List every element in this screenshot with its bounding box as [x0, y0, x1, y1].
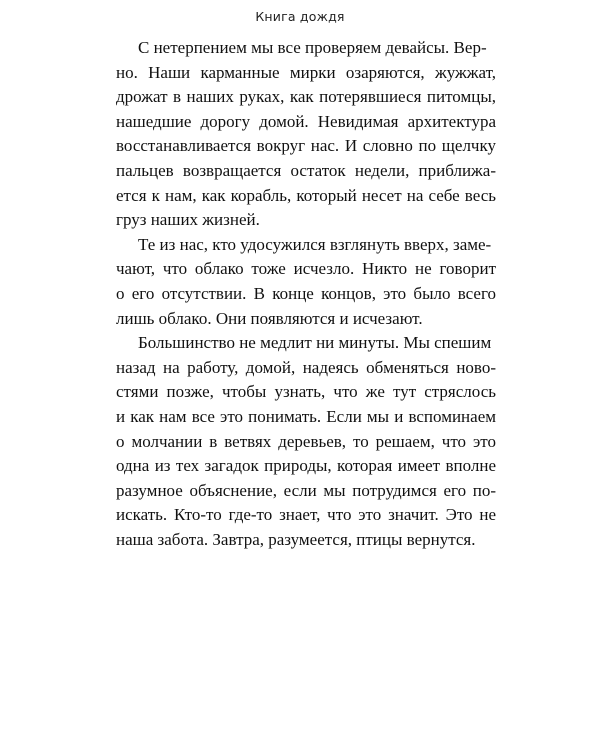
text-line: разумное объяснение, если мы потрудимся его по- — [116, 480, 496, 500]
text-line: одна из тех загадок природы, которая имеет вполне — [116, 456, 496, 476]
text-line: Те из нас, кто удосужился взглянуть вверх, заме- — [138, 234, 492, 254]
text-line: С нетерпением мы все проверяем девайсы. Вер- — [138, 38, 487, 57]
text-line: назад на работу, домой, надеясь обменяться ново- — [116, 357, 496, 377]
text-line: груз наших жизней. — [116, 210, 260, 230]
text-line: дрожат в наших руках, как потерявшиеся питомцы, — [116, 87, 496, 107]
text-line: стями позже, чтобы узнать, что же тут стряслось — [116, 382, 496, 402]
text-line: о его отсутствии. В конце концов, это было всего — [116, 283, 496, 303]
paragraph-2 — [116, 233, 496, 331]
text-line: Большинство не медлит ни минуты. Мы спешим — [138, 333, 492, 353]
text-line: лишь облако. Они появляются и исчезают. — [116, 308, 423, 328]
paragraph-1 — [116, 36, 496, 233]
text-line: ется к нам, как корабль, который несет на себе весь — [116, 185, 496, 205]
text-line: и как нам все это понимать. Если мы и вспоминаем — [116, 406, 496, 426]
text-line: искать. Кто-то где-то знает, что это значит. Это не — [116, 505, 496, 525]
text-line: пальцев возвращается остаток недели, приближа- — [116, 160, 496, 180]
running-head: Книга дождя — [255, 9, 345, 24]
text-line: восстанавливается вокруг нас. И словно по щелчку — [116, 136, 496, 156]
text-line: но. Наши карманные мирки озаряются, жужжат, — [116, 62, 496, 82]
text-line: чают, что облако тоже исчезло. Никто не говорит — [116, 259, 496, 279]
text-line: о молчании в ветвях деревьев, то решаем, что это — [116, 431, 496, 451]
text-line: наша забота. Завтра, разумеется, птицы вернутся. — [116, 529, 476, 549]
body-text — [116, 36, 496, 552]
text-line: нашедшие дорогу домой. Невидимая архитектура — [116, 111, 496, 131]
paragraph-3 — [116, 331, 496, 552]
